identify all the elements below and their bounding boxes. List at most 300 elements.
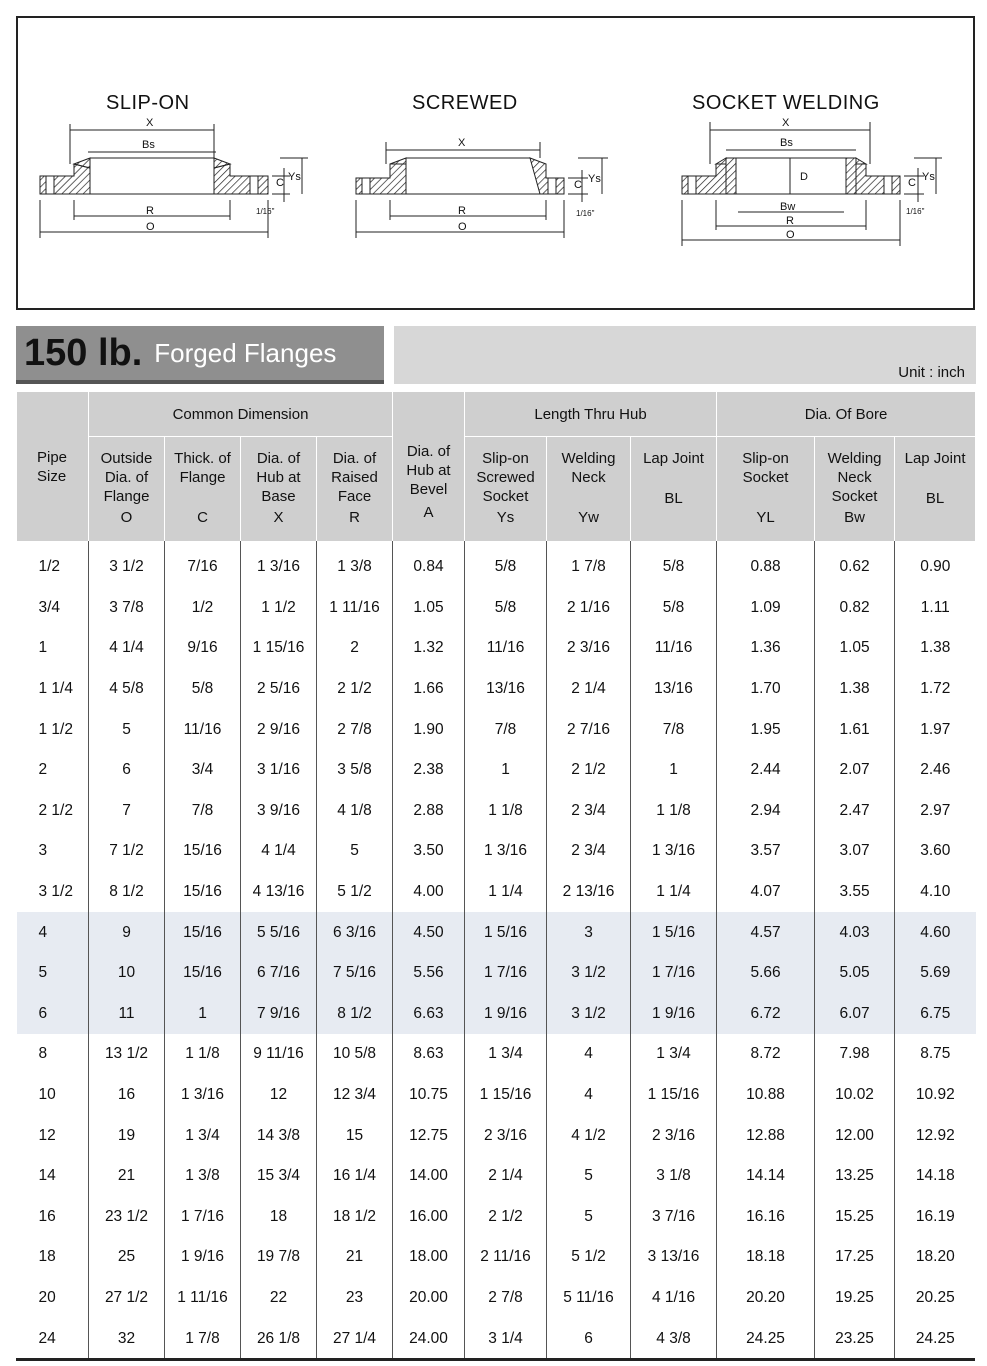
cell-hub-base: 3 9/16: [241, 791, 317, 832]
cell-length-ys: 2 3/16: [465, 1115, 547, 1156]
cell-length-yw: 3: [547, 912, 631, 953]
cell-hub-bevel: 24.00: [393, 1318, 465, 1359]
cell-raised-face: 3 5/8: [317, 750, 393, 791]
bottom-rule: [16, 1358, 975, 1361]
svg-text:Ys: Ys: [922, 171, 935, 183]
cell-hub-base: 4 1/4: [241, 831, 317, 872]
cell-length-yw: 4: [547, 1075, 631, 1116]
cell-bore-bw: 0.82: [815, 588, 895, 629]
header-common-dimension: Common Dimension: [89, 392, 393, 437]
cell-bore-bw: 19.25: [815, 1278, 895, 1319]
cell-length-bl: 4 1/16: [631, 1278, 717, 1319]
table-row: [17, 912, 976, 953]
cell-length-ys: 7/8: [465, 709, 547, 750]
cell-bore-bw: 7.98: [815, 1034, 895, 1075]
cell-hub-bevel: 4.50: [393, 912, 465, 953]
cell-hub-bevel: 1.66: [393, 669, 465, 710]
cell-hub-base: 12: [241, 1075, 317, 1116]
cell-bore-bw: 6.07: [815, 994, 895, 1035]
cell-outside-dia: 9: [89, 912, 165, 953]
cell-bore-yl: 4.57: [717, 912, 815, 953]
cell-hub-bevel: 20.00: [393, 1278, 465, 1319]
cell-bore-bw: 1.38: [815, 669, 895, 710]
cell-bore-yl: 4.07: [717, 872, 815, 913]
cell-length-yw: 3 1/2: [547, 953, 631, 994]
table-row: [17, 1197, 976, 1238]
cell-length-ys: 1 7/16: [465, 953, 547, 994]
cell-bore-yl: 2.44: [717, 750, 815, 791]
table-row: [17, 791, 976, 832]
cell-thickness: 15/16: [165, 831, 241, 872]
header-outside-dia: Outside Dia. of Flange O: [89, 437, 165, 542]
cell-thickness: 1 11/16: [165, 1278, 241, 1319]
cell-length-ys: 1 9/16: [465, 994, 547, 1035]
cell-raised-face: 27 1/4: [317, 1318, 393, 1359]
cell-length-bl: 3 7/16: [631, 1197, 717, 1238]
cell-bore-bw: 12.00: [815, 1115, 895, 1156]
cell-bore-bl: 2.46: [895, 750, 976, 791]
cell-length-bl: 5/8: [631, 541, 717, 588]
cell-length-bl: 4 3/8: [631, 1318, 717, 1359]
cell-thickness: 1 7/16: [165, 1197, 241, 1238]
cell-length-yw: 1 7/8: [547, 541, 631, 588]
cell-length-yw: 2 1/16: [547, 588, 631, 629]
cell-length-yw: 3 1/2: [547, 994, 631, 1035]
table-row: [17, 541, 976, 588]
flange-cross-section-drawings: [18, 18, 973, 308]
cell-bore-bw: 1.61: [815, 709, 895, 750]
cell-hub-base: 15 3/4: [241, 1156, 317, 1197]
cell-length-yw: 2 3/16: [547, 628, 631, 669]
table-row: [17, 1034, 976, 1075]
cell-length-yw: 5: [547, 1156, 631, 1197]
svg-text:Bw: Bw: [780, 201, 796, 213]
cell-hub-base: 19 7/8: [241, 1237, 317, 1278]
cell-length-yw: 2 1/4: [547, 669, 631, 710]
cell-bore-yl: 5.66: [717, 953, 815, 994]
cell-length-ys: 2 11/16: [465, 1237, 547, 1278]
svg-text:Bs: Bs: [142, 139, 155, 151]
cell-hub-base: 4 13/16: [241, 872, 317, 913]
cell-hub-base: 2 9/16: [241, 709, 317, 750]
cell-thickness: 1 7/8: [165, 1318, 241, 1359]
cell-bore-bw: 1.05: [815, 628, 895, 669]
cell-bore-bl: 6.75: [895, 994, 976, 1035]
cell-length-bl: 1 5/16: [631, 912, 717, 953]
cell-length-yw: 2 7/16: [547, 709, 631, 750]
cell-bore-bw: 17.25: [815, 1237, 895, 1278]
cell-bore-bl: 0.90: [895, 541, 976, 588]
cell-bore-yl: 20.20: [717, 1278, 815, 1319]
cell-hub-base: 9 11/16: [241, 1034, 317, 1075]
table-row: [17, 1278, 976, 1319]
cell-pipe-size: 1/2: [38, 558, 61, 576]
cell-hub-base: 26 1/8: [241, 1318, 317, 1359]
header-lap-joint-length: Lap Joint BL: [631, 437, 717, 542]
cell-outside-dia: 27 1/2: [89, 1278, 165, 1319]
header-pipe-size: Pipe Size: [17, 392, 89, 541]
cell-bore-bl: 1.38: [895, 628, 976, 669]
cell-pipe-size: 3 1/2: [38, 883, 73, 901]
cell-outside-dia: 21: [89, 1156, 165, 1197]
cell-length-bl: 1 9/16: [631, 994, 717, 1035]
section-title: [16, 326, 384, 384]
svg-text:R: R: [458, 205, 466, 217]
cell-length-bl: 1 1/4: [631, 872, 717, 913]
cell-pipe-size: 14: [38, 1167, 56, 1185]
table-row: [17, 872, 976, 913]
table-row: [17, 588, 976, 629]
slip-on-label: SLIP-ON: [106, 92, 190, 114]
svg-text:1/16": 1/16": [576, 209, 595, 218]
cell-length-bl: 1 1/8: [631, 791, 717, 832]
cell-hub-base: 7 9/16: [241, 994, 317, 1035]
title-pressure-class: 150 lb.: [24, 331, 143, 374]
cell-hub-bevel: 4.00: [393, 872, 465, 913]
header-thickness: Thick. of Flange C: [165, 437, 241, 542]
svg-text:1/16": 1/16": [256, 207, 275, 216]
cell-bore-bl: 24.25: [895, 1318, 976, 1359]
cell-bore-bw: 0.62: [815, 541, 895, 588]
cell-bore-yl: 10.88: [717, 1075, 815, 1116]
cell-length-ys: 1 5/16: [465, 912, 547, 953]
cell-thickness: 15/16: [165, 953, 241, 994]
cell-bore-bl: 5.69: [895, 953, 976, 994]
cell-length-ys: 1 15/16: [465, 1075, 547, 1116]
cell-bore-yl: 1.95: [717, 709, 815, 750]
cell-length-yw: 2 13/16: [547, 872, 631, 913]
cell-bore-bw: 2.07: [815, 750, 895, 791]
cell-outside-dia: 25: [89, 1237, 165, 1278]
table-body: [17, 541, 976, 1359]
svg-text:D: D: [800, 171, 808, 183]
cell-hub-base: 6 7/16: [241, 953, 317, 994]
cell-thickness: 1 1/8: [165, 1034, 241, 1075]
cell-length-bl: 13/16: [631, 669, 717, 710]
cell-bore-yl: 2.94: [717, 791, 815, 832]
cell-bore-bl: 1.72: [895, 669, 976, 710]
cell-length-bl: 2 3/16: [631, 1115, 717, 1156]
cell-bore-bl: 1.97: [895, 709, 976, 750]
cell-raised-face: 4 1/8: [317, 791, 393, 832]
cell-pipe-size: 24: [38, 1329, 56, 1347]
table-row: [17, 628, 976, 669]
cell-pipe-size: 5: [17, 953, 89, 994]
cell-bore-bw: 13.25: [815, 1156, 895, 1197]
svg-text:O: O: [458, 221, 467, 233]
cell-thickness: 5/8: [165, 669, 241, 710]
unit-label: Unit : inch: [898, 364, 965, 381]
cell-length-ys: 5/8: [465, 588, 547, 629]
header-hub-base: Dia. of Hub at Base X: [241, 437, 317, 542]
cell-bore-yl: 3.57: [717, 831, 815, 872]
cell-hub-bevel: 3.50: [393, 831, 465, 872]
cell-length-yw: 2 1/2: [547, 750, 631, 791]
cell-hub-bevel: 14.00: [393, 1156, 465, 1197]
cell-hub-base: 1 3/16: [241, 541, 317, 588]
cell-pipe-size: 2 1/2: [38, 801, 73, 819]
cell-hub-base: 3 1/16: [241, 750, 317, 791]
cell-bore-bw: 3.07: [815, 831, 895, 872]
cell-bore-bw: 3.55: [815, 872, 895, 913]
cell-bore-yl: 1.70: [717, 669, 815, 710]
cell-bore-bw: 23.25: [815, 1318, 895, 1359]
flange-diagram-panel: [16, 16, 975, 310]
cell-hub-bevel: 2.38: [393, 750, 465, 791]
header-raised-face: Dia. of Raised Face R: [317, 437, 393, 542]
cell-hub-bevel: 5.56: [393, 953, 465, 994]
cell-raised-face: 21: [317, 1237, 393, 1278]
socket-welding-drawing: [682, 117, 942, 246]
cell-length-yw: 5 1/2: [547, 1237, 631, 1278]
table-row: [17, 994, 976, 1035]
table-row: [17, 1156, 976, 1197]
cell-length-bl: 1: [631, 750, 717, 791]
cell-bore-bw: 5.05: [815, 953, 895, 994]
screwed-label: SCREWED: [412, 92, 518, 114]
cell-hub-bevel: 18.00: [393, 1237, 465, 1278]
cell-thickness: 15/16: [165, 912, 241, 953]
cell-bore-yl: 18.18: [717, 1237, 815, 1278]
cell-outside-dia: 3 1/2: [89, 541, 165, 588]
cell-hub-bevel: 6.63: [393, 994, 465, 1035]
cell-thickness: 1 3/8: [165, 1156, 241, 1197]
cell-outside-dia: 19: [89, 1115, 165, 1156]
cell-length-bl: 3 1/8: [631, 1156, 717, 1197]
cell-length-bl: 1 3/16: [631, 831, 717, 872]
cell-thickness: 7/16: [165, 541, 241, 588]
table-row: [17, 1237, 976, 1278]
cell-hub-bevel: 1.05: [393, 588, 465, 629]
cell-length-ys: 13/16: [465, 669, 547, 710]
table-row: [17, 750, 976, 791]
cell-pipe-size: 1 1/2: [38, 720, 73, 738]
cell-bore-bl: 20.25: [895, 1278, 976, 1319]
cell-hub-base: 5 5/16: [241, 912, 317, 953]
cell-bore-yl: 24.25: [717, 1318, 815, 1359]
cell-bore-bl: 2.97: [895, 791, 976, 832]
cell-outside-dia: 5: [89, 709, 165, 750]
cell-length-bl: 7/8: [631, 709, 717, 750]
header-slip-on-socket: Slip-on Socket YL: [717, 437, 815, 542]
header-welding-neck: Welding Neck Yw: [547, 437, 631, 542]
cell-length-ys: 2 7/8: [465, 1278, 547, 1319]
cell-bore-bw: 10.02: [815, 1075, 895, 1116]
cell-pipe-size: 12: [38, 1126, 56, 1144]
cell-bore-bw: 2.47: [815, 791, 895, 832]
cell-bore-bl: 4.10: [895, 872, 976, 913]
cell-raised-face: 5: [317, 831, 393, 872]
header-dia-of-bore: Dia. Of Bore: [717, 392, 976, 437]
cell-bore-bw: 15.25: [815, 1197, 895, 1238]
cell-thickness: 15/16: [165, 872, 241, 913]
cell-pipe-size: 4: [17, 912, 89, 953]
cell-raised-face: 23: [317, 1278, 393, 1319]
cell-length-ys: 2 1/2: [465, 1197, 547, 1238]
table-row: [17, 831, 976, 872]
cell-length-yw: 4: [547, 1034, 631, 1075]
cell-raised-face: 1 3/8: [317, 541, 393, 588]
cell-raised-face: 10 5/8: [317, 1034, 393, 1075]
cell-hub-base: 2 5/16: [241, 669, 317, 710]
cell-raised-face: 7 5/16: [317, 953, 393, 994]
cell-pipe-size: 16: [38, 1207, 56, 1225]
cell-bore-bl: 16.19: [895, 1197, 976, 1238]
cell-length-yw: 4 1/2: [547, 1115, 631, 1156]
cell-bore-yl: 0.88: [717, 541, 815, 588]
cell-hub-base: 14 3/8: [241, 1115, 317, 1156]
cell-raised-face: 5 1/2: [317, 872, 393, 913]
cell-bore-bl: 3.60: [895, 831, 976, 872]
cell-outside-dia: 8 1/2: [89, 872, 165, 913]
cell-hub-base: 1 15/16: [241, 628, 317, 669]
slip-on-drawing: [40, 117, 308, 238]
svg-text:X: X: [782, 117, 790, 129]
cell-length-ys: 1 3/4: [465, 1034, 547, 1075]
cell-outside-dia: 7: [89, 791, 165, 832]
cell-hub-base: 1 1/2: [241, 588, 317, 629]
cell-pipe-size: 1: [38, 639, 48, 657]
cell-hub-bevel: 2.88: [393, 791, 465, 832]
cell-hub-base: 22: [241, 1278, 317, 1319]
svg-text:1/16": 1/16": [906, 207, 925, 216]
cell-hub-bevel: 1.32: [393, 628, 465, 669]
cell-raised-face: 6 3/16: [317, 912, 393, 953]
cell-raised-face: 12 3/4: [317, 1075, 393, 1116]
cell-length-ys: 1 1/8: [465, 791, 547, 832]
cell-length-ys: 2 1/4: [465, 1156, 547, 1197]
cell-raised-face: 18 1/2: [317, 1197, 393, 1238]
cell-outside-dia: 4 5/8: [89, 669, 165, 710]
cell-bore-bl: 14.18: [895, 1156, 976, 1197]
table-row: [17, 953, 976, 994]
cell-raised-face: 2: [317, 628, 393, 669]
cell-length-ys: 3 1/4: [465, 1318, 547, 1359]
cell-bore-yl: 14.14: [717, 1156, 815, 1197]
header-slip-on-screwed-socket: Slip-on Screwed Socket Ys: [465, 437, 547, 542]
cell-length-bl: 11/16: [631, 628, 717, 669]
cell-thickness: 1 3/4: [165, 1115, 241, 1156]
cell-bore-yl: 1.36: [717, 628, 815, 669]
cell-bore-bl: 12.92: [895, 1115, 976, 1156]
cell-outside-dia: 4 1/4: [89, 628, 165, 669]
cell-length-yw: 5: [547, 1197, 631, 1238]
cell-pipe-size: 18: [38, 1248, 56, 1266]
cell-hub-bevel: 8.63: [393, 1034, 465, 1075]
cell-bore-bw: 4.03: [815, 912, 895, 953]
cell-raised-face: 15: [317, 1115, 393, 1156]
cell-bore-bl: 1.11: [895, 588, 976, 629]
cell-length-yw: 2 3/4: [547, 791, 631, 832]
cell-hub-bevel: 10.75: [393, 1075, 465, 1116]
cell-length-bl: 5/8: [631, 588, 717, 629]
cell-length-bl: 1 3/4: [631, 1034, 717, 1075]
svg-text:Ys: Ys: [288, 171, 301, 183]
svg-text:R: R: [786, 215, 794, 227]
cell-bore-bl: 8.75: [895, 1034, 976, 1075]
cell-thickness: 1: [165, 994, 241, 1035]
cell-outside-dia: 11: [89, 994, 165, 1035]
svg-text:C: C: [574, 179, 582, 191]
cell-bore-yl: 6.72: [717, 994, 815, 1035]
cell-bore-bl: 18.20: [895, 1237, 976, 1278]
cell-pipe-size: 3: [38, 842, 48, 860]
table-row: [17, 1075, 976, 1116]
cell-length-yw: 6: [547, 1318, 631, 1359]
cell-bore-yl: 16.16: [717, 1197, 815, 1238]
cell-length-ys: 1: [465, 750, 547, 791]
cell-outside-dia: 3 7/8: [89, 588, 165, 629]
cell-outside-dia: 13 1/2: [89, 1034, 165, 1075]
cell-length-ys: 1 1/4: [465, 872, 547, 913]
svg-text:O: O: [146, 221, 155, 233]
table-row: [17, 1115, 976, 1156]
cell-raised-face: 2 7/8: [317, 709, 393, 750]
cell-outside-dia: 10: [89, 953, 165, 994]
cell-length-ys: 5/8: [465, 541, 547, 588]
cell-outside-dia: 23 1/2: [89, 1197, 165, 1238]
title-band-filler: [394, 326, 976, 384]
svg-text:X: X: [458, 137, 466, 149]
cell-length-bl: 1 15/16: [631, 1075, 717, 1116]
cell-bore-bl: 4.60: [895, 912, 976, 953]
cell-thickness: 11/16: [165, 709, 241, 750]
cell-outside-dia: 16: [89, 1075, 165, 1116]
table-row: [17, 709, 976, 750]
cell-thickness: 1 9/16: [165, 1237, 241, 1278]
header-length-thru-hub: Length Thru Hub: [465, 392, 717, 437]
cell-length-bl: 3 13/16: [631, 1237, 717, 1278]
cell-raised-face: 2 1/2: [317, 669, 393, 710]
header-lap-joint-bore: Lap Joint BL: [895, 437, 976, 542]
cell-outside-dia: 7 1/2: [89, 831, 165, 872]
cell-thickness: 9/16: [165, 628, 241, 669]
svg-text:X: X: [146, 117, 154, 129]
cell-length-ys: 1 3/16: [465, 831, 547, 872]
cell-bore-bl: 10.92: [895, 1075, 976, 1116]
title-product: Forged Flanges: [154, 337, 337, 368]
cell-length-yw: 2 3/4: [547, 831, 631, 872]
screwed-drawing: [356, 137, 608, 238]
svg-text:Ys: Ys: [588, 173, 601, 185]
cell-pipe-size: 10: [38, 1086, 56, 1104]
cell-thickness: 3/4: [165, 750, 241, 791]
cell-bore-yl: 1.09: [717, 588, 815, 629]
cell-hub-bevel: 0.84: [393, 541, 465, 588]
cell-hub-bevel: 12.75: [393, 1115, 465, 1156]
cell-outside-dia: 32: [89, 1318, 165, 1359]
svg-text:R: R: [146, 205, 154, 217]
cell-raised-face: 8 1/2: [317, 994, 393, 1035]
cell-pipe-size: 20: [38, 1288, 56, 1306]
cell-raised-face: 16 1/4: [317, 1156, 393, 1197]
cell-raised-face: 1 11/16: [317, 588, 393, 629]
table-row: [17, 1318, 976, 1359]
cell-hub-bevel: 1.90: [393, 709, 465, 750]
cell-outside-dia: 6: [89, 750, 165, 791]
flange-dimension-table: [16, 392, 976, 1359]
header-welding-neck-socket: Welding Neck Socket Bw: [815, 437, 895, 542]
cell-hub-bevel: 16.00: [393, 1197, 465, 1238]
cell-thickness: 1/2: [165, 588, 241, 629]
svg-text:C: C: [908, 177, 916, 189]
cell-pipe-size: 8: [38, 1045, 48, 1063]
cell-pipe-size: 3/4: [38, 598, 61, 616]
cell-hub-base: 18: [241, 1197, 317, 1238]
cell-bore-yl: 8.72: [717, 1034, 815, 1075]
cell-thickness: 1 3/16: [165, 1075, 241, 1116]
socket-welding-label: SOCKET WELDING: [692, 92, 880, 114]
